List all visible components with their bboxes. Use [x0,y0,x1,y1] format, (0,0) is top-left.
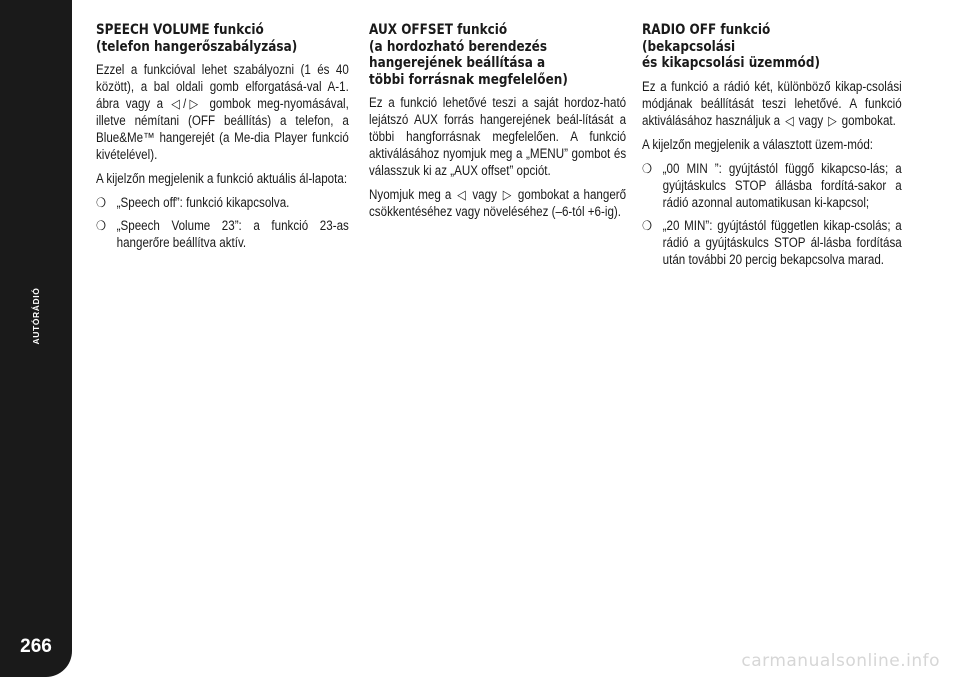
right-arrow-icon: ▷ [502,187,513,202]
paragraph: Ez a funkció lehetővé teszi a saját hordoz-ható lejátszó AUX forrás hangerejének beál-lítását a többi hangforrásnak megfelelően. A funkció aktiválásához nyomjuk meg a „MENU” gombot és válasszuk ki az „AUX offset” opciót. [369,95,627,178]
list-item: ❍ „Speech off”: funkció kikapcsolva. [96,195,290,210]
list-item: ❍ „Speech Volume 23”: a funkció 23-as hangerőre beállítva aktív. [96,218,349,250]
heading-radio-off: RADIO OFF funkció (bekapcsolási és kikapcsolási üzemmód) [642,22,820,71]
paragraph: Ez a funkció a rádió két, különböző kikap-csolási módjának beállítását teszi lehetővé. A funkció aktiválásához használjuk a ◁ vagy ▷ gombokat. [642,78,902,128]
column-speech-volume [96,22,349,257]
page-number: 266 [20,636,52,657]
heading-aux-offset: AUX OFFSET funkció (a hordozható berendezés hangerejének beállítása a többi forrásnak megfelelően) [369,22,568,88]
bullet-list [96,194,349,251]
column-aux-offset [369,22,626,227]
bullet-icon: ❍ [96,195,107,210]
section-label: AUTÓRÁDIÓ [31,287,41,345]
paragraph: A kijelzőn megjelenik a funkció aktuális ál-lapota: [96,171,348,186]
paragraph: A kijelzőn megjelenik a választott üzem-mód: [642,136,874,152]
column-radio-off [642,22,902,274]
right-arrow-icon: ▷ [828,112,837,128]
bullet-list [642,160,902,268]
bullet-icon: ❍ [642,217,653,233]
bullet-icon: ❍ [96,218,107,233]
paragraph: Nyomjuk meg a ◁ vagy ▷ gombokat a hangerő csökkentéséhez vagy növeléséhez (–6-tól +6-ig). [369,187,627,219]
sidebar [0,0,72,677]
list-item: ❍ „20 MIN”: gyújtástól független kikap-csolás; a rádió a gyújtáskulcs STOP ál-lásba fordítása után további 20 percig bekapcsolva marad. [642,217,902,267]
left-arrow-icon: ◁ [457,187,467,202]
left-arrow-icon: ◁ [785,112,794,128]
bullet-icon: ❍ [642,160,653,176]
left-right-arrow-icons: ◁/▷ [171,96,202,111]
heading-speech-volume: SPEECH VOLUME funkció (telefon hangerőszabályzása) [96,22,298,55]
watermark: carmanualsonline.info [741,651,940,671]
list-item: ❍ „00 MIN ”: gyújtástól függő kikapcso-lás; a gyújtáskulcs STOP állásba fordítá-sakor a rádió azonnal automatikusan ki-kapcsol; [642,160,902,210]
paragraph: Ezzel a funkcióval lehet szabályozni (1 és 40 között), a bal oldali gomb elforgatásá-val A-1. ábra vagy a ◁/▷ gombok meg-nyomásával, illetve némítani (OFF beállítás) a telefon, a Blue&Me™ hangerejét (a Me-dia Player funkció kivételével). [96,62,349,162]
